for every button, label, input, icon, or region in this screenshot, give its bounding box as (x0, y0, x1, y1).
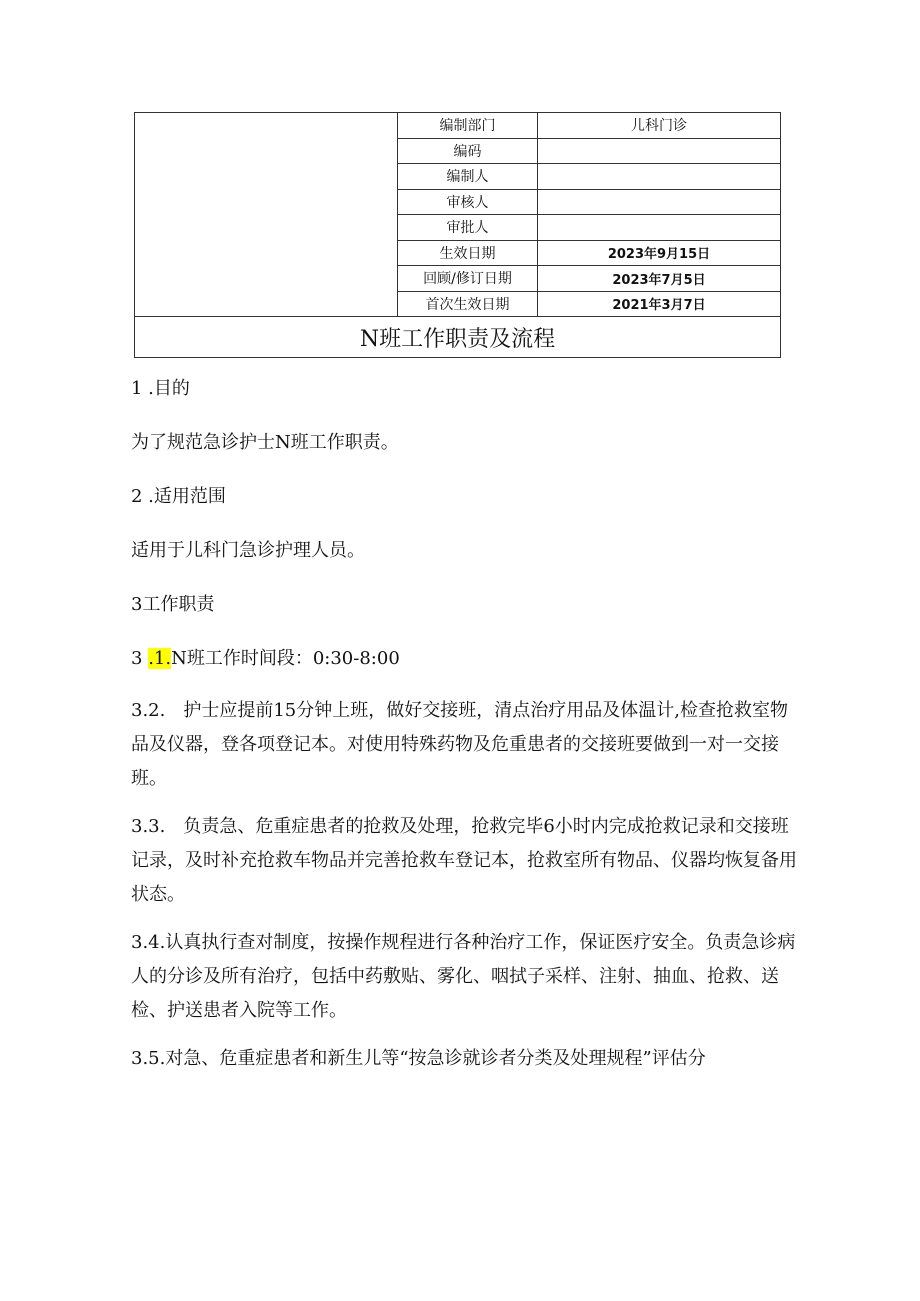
header-value: 2023年9月15日 (538, 240, 781, 266)
document-title: N班工作职责及流程 (135, 317, 781, 358)
header-label: 编码 (398, 138, 538, 164)
section-3-4: 3.4.认真执行查对制度，按操作规程进行各种治疗工作，保证医疗安全。负责急诊病人的分诊及所有治疗，包括中药敷贴、雾化、咽拭子采样、注射、抽血、抢救、送检、护送患者入院等工作。 (131, 932, 796, 1021)
document-body (131, 372, 801, 1076)
section-2-text: 适用于儿科门急诊护理人员。 (131, 540, 365, 561)
header-value (538, 164, 781, 190)
section-2-heading: 2 .适用范围 (131, 486, 226, 507)
section-3-3: 3.3. 负责急、危重症患者的抢救及处理，抢救完毕6小时内完成抢救记录和交接班记录，及时补充抢救车物品并完善抢救车登记本，抢救室所有物品、仪器均恢复备用状态。 (131, 816, 797, 905)
section-3-1-text: N班工作时间段：0:30-8:00 (171, 648, 400, 669)
section-1-heading: 1 .目的 (131, 378, 190, 399)
section-3-2: 3.2. 护士应提前15分钟上班，做好交接班，清点治疗用品及体温计,检查抢救室物品及仪器，登各项登记本。对使用特殊药物及危重患者的交接班要做到一对一交接班。 (131, 700, 788, 789)
header-label: 编制人 (398, 164, 538, 190)
highlighted-number: .1. (148, 648, 172, 669)
section-3-heading: 3工作职责 (131, 594, 215, 615)
header-value (538, 215, 781, 241)
logo-area (135, 113, 398, 317)
header-label: 生效日期 (398, 240, 538, 266)
header-label: 编制部门 (398, 113, 538, 139)
header-value: 2021年3月7日 (538, 291, 781, 317)
header-label: 回顾/修订日期 (398, 266, 538, 292)
header-label: 首次生效日期 (398, 291, 538, 317)
header-label: 审批人 (398, 215, 538, 241)
section-3-1 (131, 642, 801, 676)
section-3-1-prefix: 3 (131, 648, 149, 669)
header-value: 儿科门诊 (538, 113, 781, 139)
document-header-table (134, 112, 781, 358)
header-value (538, 189, 781, 215)
header-label: 审核人 (398, 189, 538, 215)
section-3-5: 3.5.对急、危重症患者和新生儿等“按急诊就诊者分类及处理规程”评估分 (131, 1048, 706, 1069)
section-1-text: 为了规范急诊护士N班工作职责。 (131, 432, 399, 453)
header-value (538, 138, 781, 164)
header-value: 2023年7月5日 (538, 266, 781, 292)
